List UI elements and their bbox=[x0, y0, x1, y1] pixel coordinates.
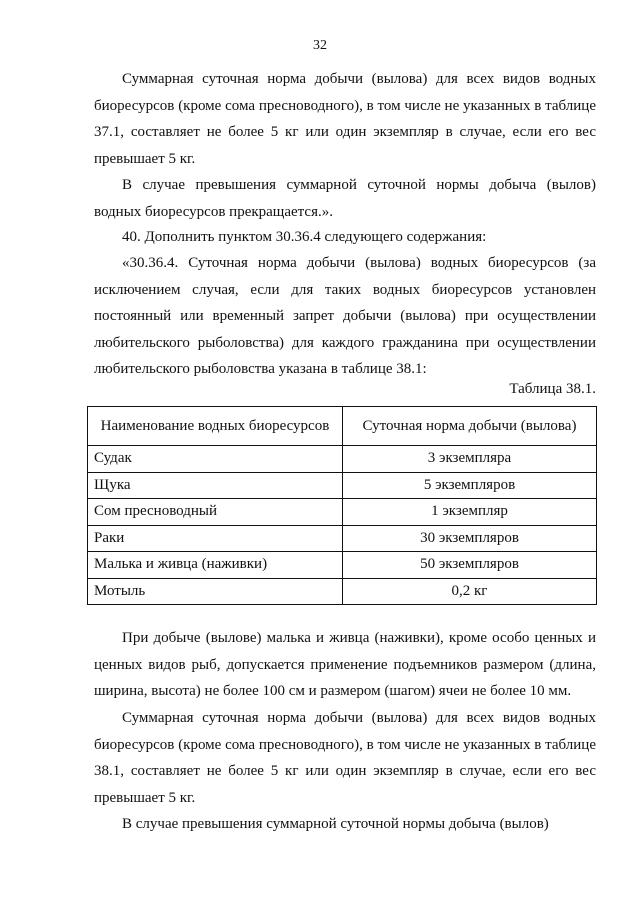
paragraph bbox=[94, 811, 596, 838]
table-row bbox=[88, 578, 597, 605]
paragraph bbox=[94, 250, 596, 383]
species-cell: Малька и живца (наживки) bbox=[88, 552, 343, 579]
paragraph-text: «30.36.4. Суточная норма добычи (вылова) водных биоресурсов (за исключением случая, если для таких водных биоресурсов установлен постоянный или временный запрет добычи (вылова) при осуществлении любительского рыболовства) для каждого гражданина при осуществлении любительского рыболовства указана в таблице 38.1: bbox=[94, 255, 596, 377]
norm-cell: 5 экземпляров bbox=[343, 472, 597, 499]
column-header: Суточная норма добычи (вылова) bbox=[343, 407, 597, 446]
paragraph-text: 40. Дополнить пунктом 30.36.4 следующего содержания: bbox=[122, 229, 487, 245]
table-caption: Таблица 38.1. bbox=[509, 381, 596, 397]
norm-cell: 50 экземпляров bbox=[343, 552, 597, 579]
table-row bbox=[88, 499, 597, 526]
norm-cell: 1 экземпляр bbox=[343, 499, 597, 526]
paragraph bbox=[94, 705, 596, 811]
paragraph bbox=[94, 172, 596, 225]
paragraph-text: При добыче (вылове) малька и живца (наживки), кроме особо ценных и ценных видов рыб, допускается применение подъемников размером (длина, ширина, высота) не более 100 см и размером (шагом) ячеи не более 10 мм. bbox=[94, 630, 596, 699]
table-header-row bbox=[88, 407, 597, 446]
species-cell: Сом пресноводный bbox=[88, 499, 343, 526]
norm-cell: 30 экземпляров bbox=[343, 525, 597, 552]
norms-table bbox=[87, 406, 597, 605]
page-number: 32 bbox=[313, 38, 327, 53]
species-cell: Судак bbox=[88, 446, 343, 473]
paragraph bbox=[94, 224, 596, 251]
paragraph-text: В случае превышения суммарной суточной нормы добыча (вылов) водных биоресурсов прекращается.». bbox=[94, 177, 596, 220]
paragraph-text: В случае превышения суммарной суточной нормы добыча (вылов) bbox=[122, 816, 549, 832]
table-row bbox=[88, 446, 597, 473]
column-header: Наименование водных биоресурсов bbox=[88, 407, 343, 446]
paragraph-text: Суммарная суточная норма добычи (вылова) для всех видов водных биоресурсов (кроме сома пресноводного), в том числе не указанных в таблице 38.1, составляет не более 5 кг или один экземпляр в случае, если его вес превышает 5 кг. bbox=[94, 710, 596, 806]
paragraph bbox=[94, 66, 596, 172]
paragraph bbox=[94, 625, 596, 705]
paragraph-text: Суммарная суточная норма добычи (вылова) для всех видов водных биоресурсов (кроме сома пресноводного), в том числе не указанных в таблице 37.1, составляет не более 5 кг или один экземпляр в случае, если его вес превышает 5 кг. bbox=[94, 71, 596, 167]
species-cell: Мотыль bbox=[88, 578, 343, 605]
species-cell: Щука bbox=[88, 472, 343, 499]
norm-cell: 3 экземпляра bbox=[343, 446, 597, 473]
table-row bbox=[88, 552, 597, 579]
table-row bbox=[88, 472, 597, 499]
norm-cell: 0,2 кг bbox=[343, 578, 597, 605]
species-cell: Раки bbox=[88, 525, 343, 552]
table-row bbox=[88, 525, 597, 552]
